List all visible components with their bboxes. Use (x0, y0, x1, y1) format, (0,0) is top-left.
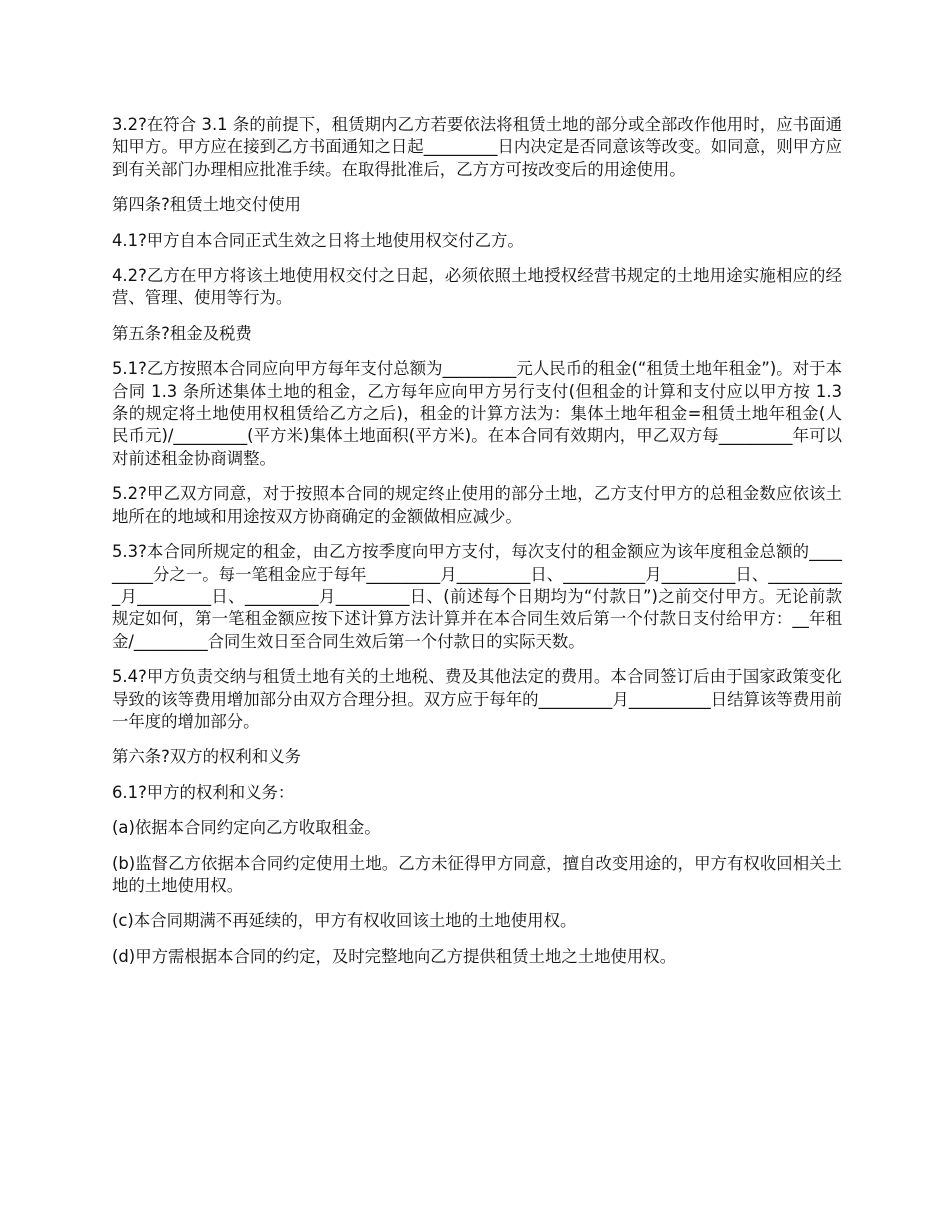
clause-5-2: 5.2?甲乙双方同意，对于按照本合同的规定终止使用的部分土地，乙方支付甲方的总租金数应依该土地所在的地域和用途按双方协商确定的金额做相应减少。 (112, 484, 842, 526)
article-4-heading: 第四条?租赁土地交付使用 (112, 195, 301, 215)
clause-3-2: 3.2?在符合 3.1 条的前提下，租赁期内乙方若要依法将租赁土地的部分或全部改作他用时，应书面通知甲方。甲方应在接到乙方书面通知之日起_________日内决定是否同意该等改变。如同意，则甲方应到有关部门办理相应批准手续。在取得批准后，乙方方可按改变后的用途使用。 (112, 115, 842, 179)
item-c: (c)本合同期满不再延续的，甲方有权收回该土地的土地使用权。 (112, 911, 577, 931)
article-6-heading: 第六条?双方的权利和义务 (112, 747, 301, 767)
clause-5-1: 5.1?乙方按照本合同应向甲方每年支付总额为_________元人民币的租金(“租赁土地年租金”)。对于本合同 1.3 条所述集体土地的租金，乙方每年应向甲方另行支付(但租金的计算和支付应以甲方按 1.3 条的规定将土地使用权租赁给乙方之后)，租金的计算方法为：集体土地年租金=租赁土地年租金(人民币元)/_________(平方米)集体土地面积(平方米)。在本合同有效期内，甲乙双方每_________年可以对前述租金协商调整。 (112, 359, 842, 468)
item-a: (a)依据本合同约定向乙方收取租金。 (112, 818, 381, 838)
clause-4-1: 4.1?甲方自本合同正式生效之日将土地使用权交付乙方。 (112, 230, 524, 250)
item-b: (b)监督乙方依据本合同约定使用土地。乙方未征得甲方同意，擅自改变用途的，甲方有权收回相关土地的土地使用权。 (112, 853, 842, 895)
clause-5-4: 5.4?甲方负责交纳与租赁土地有关的土地税、费及其他法定的费用。本合同签订后由于国家政策变化导致的该等费用增加部分由双方合理分担。双方应于每年的_________月__________日结算该等费用前一年度的增加部分。 (112, 667, 842, 731)
clause-5-3: 5.3?本合同所规定的租金，由乙方按季度向甲方支付，每次支付的租金额应为该年度租金总额的_________分之一。每一笔租金应于每年_________月_________日、__________月_________日、__________月_________日、_________月_________日、(前述每个日期均为“付款日”)之前交付甲方。无论前款规定如何，第一笔租金额应按下述计算方法计算并在本合同生效后第一个付款日支付给甲方：__年租金/_________合同生效日至合同生效后第一个付款日的实际天数。 (112, 542, 842, 651)
clause-6-1: 6.1?甲方的权利和义务： (112, 782, 295, 802)
document-page (112, 114, 842, 981)
clause-4-2: 4.2?乙方在甲方将该土地使用权交付之日起，必须依照土地授权经营书规定的土地用途实施相应的经营、管理、使用等行为。 (112, 266, 842, 308)
item-d: (d)甲方需根据本合同的约定，及时完整地向乙方提供租赁土地之土地使用权。 (112, 946, 677, 966)
article-5-heading: 第五条?租金及税费 (112, 323, 252, 343)
